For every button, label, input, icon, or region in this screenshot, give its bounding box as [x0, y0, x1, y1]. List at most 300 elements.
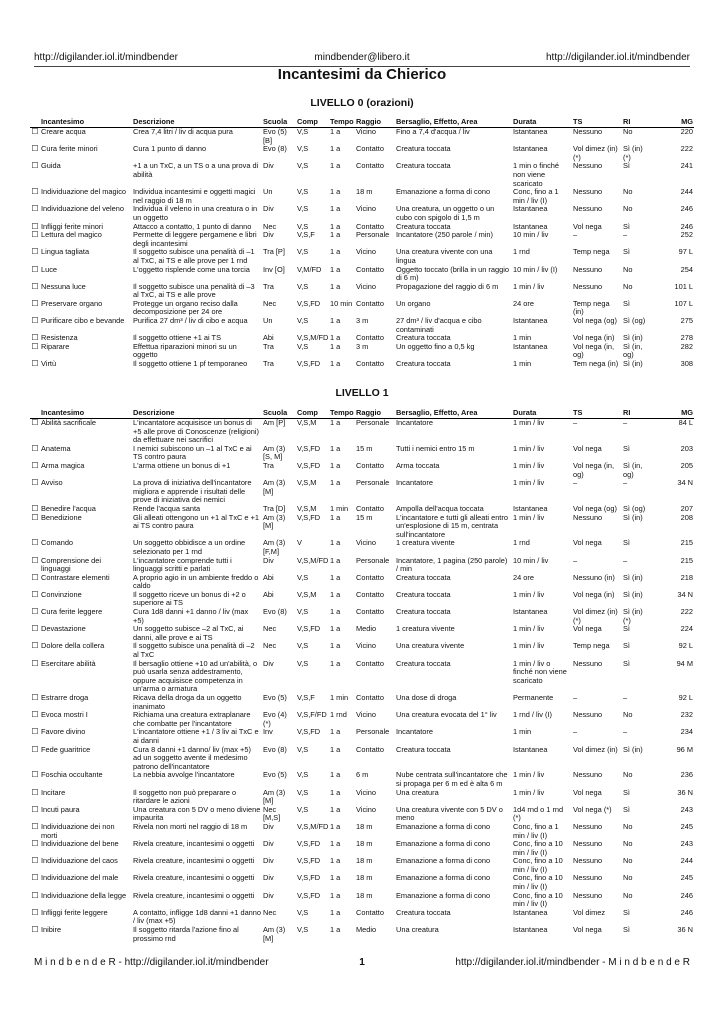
spell-row [30, 771, 694, 788]
checkbox-icon[interactable]: ☐ [31, 804, 39, 814]
cell-duration: 1 min / liv [513, 589, 545, 599]
checkbox-icon[interactable]: ☐ [31, 589, 39, 599]
cell-saving-throw: Nessuno [573, 161, 603, 171]
cell-range: Contatto [356, 572, 384, 582]
cell-target: Creatura toccata [396, 359, 451, 369]
checkbox-icon[interactable]: ☐ [31, 839, 39, 849]
cell-page-ref: 205 [680, 460, 693, 470]
cell-casting-time: 1 a [330, 821, 341, 831]
cell-spell-resistance: Sì [623, 221, 630, 231]
checkbox-icon[interactable]: ☐ [31, 478, 39, 488]
cell-casting-time: 1 a [330, 907, 341, 917]
cell-spell-resistance: Sì [623, 787, 630, 797]
column-header-saving-throw: TS [572, 408, 622, 419]
cell-casting-time: 1 a [330, 443, 341, 453]
checkbox-icon[interactable]: ☐ [31, 624, 39, 634]
cell-spell-name: Avviso [41, 478, 63, 488]
cell-saving-throw: – [573, 418, 578, 427]
cell-components: V,S [297, 925, 309, 935]
checkbox-icon[interactable]: ☐ [31, 204, 39, 214]
cell-spell-resistance: No [623, 873, 633, 883]
cell-spell-name: Foschia occultante [41, 770, 103, 780]
cell-description: +1 a un TxC, a un TS o a una prova di abilità [133, 161, 259, 179]
cell-spell-name: Inibire [41, 925, 62, 935]
cell-page-ref: 96 M [676, 744, 693, 754]
cell-school: Evo (5) [B] [263, 127, 287, 145]
cell-saving-throw: Nessuno [573, 856, 603, 866]
cell-page-ref: 208 [680, 512, 693, 522]
cell-casting-time: 1 a [330, 925, 341, 935]
cell-spell-name: Cura ferite leggere [41, 607, 103, 617]
cell-spell-resistance: – [623, 693, 628, 702]
cell-page-ref: 308 [680, 359, 693, 369]
checkbox-icon[interactable]: ☐ [31, 856, 39, 866]
cell-components: V,S,M [297, 478, 317, 488]
column-header-description: Descrizione [132, 408, 262, 419]
cell-page-ref: 34 N [677, 589, 693, 599]
cell-target: L'incantatore e tutti gli alleati entro un'esplosione di 15 m, centrata sull'incantatore [396, 512, 508, 539]
cell-spell-name: Luce [41, 264, 58, 274]
checkbox-icon[interactable]: ☐ [31, 658, 39, 668]
cell-page-ref: 107 L [674, 298, 693, 308]
column-header-range: Raggio [355, 117, 395, 128]
cell-spell-name: Lettura del magico [41, 230, 102, 240]
column-header-casting-time: Tempo [330, 117, 354, 127]
header-spacer [30, 117, 40, 128]
checkbox-icon[interactable]: ☐ [31, 607, 39, 617]
cell-saving-throw: Nessuno [573, 821, 603, 831]
cell-target: Una creatura vivente [396, 641, 465, 651]
cell-target: Una creatura vivente con una lingua [396, 247, 493, 265]
cell-saving-throw: Vol dimez (in) [573, 744, 618, 754]
cell-duration: Conc, fino a 10 min / liv (I) [513, 873, 563, 892]
cell-description: Rivela non morti nel raggio di 18 m [133, 821, 248, 831]
spell-row [30, 145, 694, 162]
cell-page-ref: 236 [680, 770, 693, 780]
cell-saving-throw: – [573, 693, 578, 702]
checkbox-icon[interactable]: ☐ [31, 641, 39, 651]
footer-left[interactable]: M i n d b e n d e R - http://digilander.iol.it/mindbender [34, 957, 269, 968]
cell-casting-time: 1 a [330, 418, 341, 427]
cell-duration: Istantanea [513, 144, 548, 154]
cell-description: Rivela creature, incantesimi o oggetti [133, 873, 255, 883]
checkbox-icon[interactable]: ☐ [31, 925, 39, 935]
cell-duration: 1 min / liv [513, 418, 545, 427]
cell-spell-resistance: No [623, 204, 633, 214]
checkbox-icon[interactable]: ☐ [31, 770, 39, 780]
spell-row [30, 462, 694, 479]
cell-description: Gli alleati ottengono un +1 al TxC e +1 ai TS contro paura [133, 512, 259, 531]
cell-description: Ricava della droga da un oggetto inanimato [133, 693, 242, 711]
cell-range: Personale [356, 418, 390, 427]
cell-page-ref: 241 [680, 161, 693, 171]
cell-target: Tutti i nemici entro 15 m [396, 443, 475, 453]
cell-target: Un oggetto fino a 0,5 kg [396, 341, 475, 351]
checkbox-icon[interactable]: ☐ [31, 443, 39, 453]
column-header-spell-name: Incantesimo [40, 408, 132, 419]
cell-target: Nube centrata sull'incantatore che si propaga per 6 m ed è alta 6 m [396, 770, 508, 788]
cell-casting-time: 1 min [330, 503, 349, 513]
cell-saving-throw: Nessuno [573, 658, 603, 668]
cell-saving-throw: Vol nega [573, 221, 602, 231]
cell-spell-resistance: Sì (og) [623, 316, 646, 326]
cell-page-ref: 224 [680, 624, 693, 634]
cell-spell-resistance: Sì [623, 161, 630, 171]
checkbox-icon[interactable]: ☐ [31, 890, 39, 900]
cell-duration: 10 min / liv (I) [513, 264, 558, 274]
cell-duration: 1 min [513, 727, 532, 737]
cell-casting-time: 1 a [330, 744, 341, 754]
cell-page-ref: 84 L [678, 418, 693, 427]
cell-components: V,S [297, 161, 309, 171]
checkbox-icon[interactable]: ☐ [31, 572, 39, 582]
column-header-page-ref: MG [649, 408, 694, 419]
cell-range: Contatto [356, 460, 384, 470]
spell-row [30, 608, 694, 625]
cell-page-ref: 254 [680, 264, 693, 274]
cell-spell-resistance: Sì (in, og) [623, 460, 643, 479]
cell-duration: Permanente [513, 693, 554, 702]
cell-components: V,S [297, 744, 309, 754]
cell-range: Contatto [356, 589, 384, 599]
cell-page-ref: 243 [680, 804, 693, 814]
cell-spell-resistance: Sì [623, 538, 630, 548]
cell-duration: 1 min / liv o finché non viene scaricato [513, 658, 567, 685]
cell-description: L'incantatore ottiene +1 / 3 liv ai TxC e ai danni [133, 727, 259, 745]
checkbox-icon[interactable]: ☐ [31, 281, 39, 291]
cell-page-ref: 215 [680, 538, 693, 548]
cell-casting-time: 1 a [330, 589, 341, 599]
cell-range: Vicino [356, 641, 376, 651]
checkbox-icon[interactable]: ☐ [31, 693, 39, 702]
column-header-school: Scuola [262, 408, 296, 419]
spell-row [30, 248, 694, 265]
cell-duration: 1d4 rnd o 1 rnd (*) [513, 804, 564, 823]
cell-page-ref: 36 N [677, 925, 693, 935]
cell-description: Il soggetto riceve un bonus di +2 o superiore ai TS [133, 589, 246, 608]
cell-casting-time: 1 a [330, 555, 341, 565]
column-header-target: Bersaglio, Effetto, Area [395, 117, 512, 128]
cell-duration: 1 rnd / liv (I) [513, 710, 553, 720]
checkbox-icon[interactable]: ☐ [31, 821, 39, 831]
cell-range: 18 m [356, 187, 373, 197]
spell-row [30, 625, 694, 642]
page-footer [34, 957, 690, 968]
cell-spell-resistance: – [623, 555, 628, 565]
cell-spell-resistance: No [623, 127, 633, 136]
spell-table-level-1 [30, 408, 694, 943]
spell-row [30, 694, 694, 711]
cell-range: Contatto [356, 503, 384, 513]
cell-saving-throw: Vol nega (og) [573, 503, 617, 513]
cell-description: Richiama una creatura extraplanare che combatte per l'incantatore [133, 710, 251, 728]
cell-duration: Istantanea [513, 341, 548, 351]
cell-target: Incantatore [396, 418, 433, 427]
spell-row [30, 926, 694, 943]
spell-row [30, 445, 694, 462]
cell-page-ref: 92 L [678, 641, 693, 651]
cell-casting-time: 1 a [330, 839, 341, 849]
checkbox-icon[interactable]: ☐ [31, 555, 39, 565]
cell-casting-time: 1 a [330, 187, 341, 197]
checkbox-icon[interactable]: ☐ [31, 144, 39, 154]
checkbox-icon[interactable]: ☐ [31, 710, 39, 720]
cell-components: V,M/FD [297, 264, 322, 274]
cell-range: Vicino [356, 804, 376, 814]
cell-range: Personale [356, 727, 390, 737]
cell-range: 3 m [356, 341, 369, 351]
cell-description: Il soggetto ottiene +1 ai TS [133, 333, 221, 343]
checkbox-icon[interactable]: ☐ [31, 127, 39, 136]
cell-page-ref: 97 L [678, 247, 693, 257]
cell-saving-throw: – [573, 727, 578, 737]
cell-description: Individua incantesimi e oggetti magici nel raggio di 18 m [133, 187, 256, 205]
cell-page-ref: 34 N [677, 478, 693, 488]
cell-spell-resistance: Sì (in, og) [623, 341, 643, 360]
spell-row [30, 728, 694, 745]
cell-spell-resistance: – [623, 230, 628, 240]
cell-casting-time: 1 a [330, 230, 341, 240]
cell-target: Creatura toccata [396, 333, 451, 343]
cell-range: Vicino [356, 538, 376, 548]
checkbox-icon[interactable]: ☐ [31, 333, 39, 343]
cell-school: Un [263, 187, 273, 197]
cell-spell-resistance: No [623, 839, 633, 849]
cell-page-ref: 245 [680, 821, 693, 831]
cell-duration: Istantanea [513, 127, 548, 136]
spell-row [30, 514, 694, 540]
cell-spell-resistance: Sì [623, 907, 630, 917]
cell-spell-resistance: No [623, 856, 633, 866]
cell-school: Div [263, 555, 274, 565]
cell-saving-throw: Vol nega (in) [573, 589, 615, 599]
cell-target: Una dose di droga [396, 693, 457, 702]
cell-saving-throw: Nessuno (in) [573, 572, 615, 582]
cell-duration: 24 ore [513, 572, 534, 582]
checkbox-icon[interactable]: ☐ [31, 503, 39, 513]
cell-description: Cura 8 danni +1 danno/ liv (max +5) ad un soggetto avente il medesimo patrono dell'incantatore [133, 744, 251, 771]
cell-description: I nemici subiscono un –1 al TxC e ai TS contro paura [133, 443, 252, 462]
cell-school: Div [263, 658, 274, 668]
cell-components: V,S,F/FD [297, 710, 327, 720]
cell-target: Una creatura [396, 787, 439, 797]
cell-casting-time: 1 a [330, 247, 341, 257]
cell-page-ref: 92 L [678, 693, 693, 702]
cell-saving-throw: Vol nega [573, 538, 602, 548]
cell-duration: Istantanea [513, 607, 548, 617]
checkbox-icon[interactable]: ☐ [31, 512, 39, 522]
cell-saving-throw: Vol dimez [573, 907, 606, 917]
cell-school: Nec [263, 641, 277, 651]
cell-description: Un soggetto subisce –2 al TxC, ai danni, alle prove e ai TS [133, 624, 244, 642]
spell-row [30, 419, 694, 445]
cell-casting-time: 1 a [330, 572, 341, 582]
cell-page-ref: 234 [680, 727, 693, 737]
column-header-casting-time: Tempo [330, 408, 354, 418]
cell-components: V,S [297, 770, 309, 780]
cell-description: Individua il veleno in una creatura o in un oggetto [133, 204, 258, 222]
checkbox-icon[interactable]: ☐ [31, 787, 39, 797]
cell-duration: Istantanea [513, 316, 548, 326]
cell-page-ref: 232 [680, 710, 693, 720]
cell-casting-time: 1 a [330, 316, 341, 326]
checkbox-icon[interactable]: ☐ [31, 316, 39, 326]
cell-school: Evo (8) [263, 744, 287, 754]
cell-duration: Istantanea [513, 221, 548, 231]
cell-target: Incantatore [396, 478, 433, 488]
cell-duration: 10 min / liv [513, 555, 549, 565]
cell-components: V,S [297, 641, 309, 651]
cell-casting-time: 1 a [330, 624, 341, 634]
cell-range: Contatto [356, 359, 384, 369]
cell-spell-name: Creare acqua [41, 127, 86, 136]
cell-spell-name: Arma magica [41, 460, 85, 470]
cell-description: Il bersaglio ottiene +10 ad un'abilità, o può usarla senza addestramento, oppure acquisisce competenza in un'arma o armatura [133, 658, 258, 694]
cell-school: Div [263, 204, 274, 214]
cell-spell-resistance: No [623, 710, 633, 720]
column-header-components: Comp [296, 117, 329, 128]
cell-range: Contatto [356, 221, 384, 231]
page-number: 1 [359, 957, 365, 968]
cell-casting-time: 1 a [330, 538, 341, 548]
cell-description: Cura 1d8 danni +1 danno / liv (max +5) [133, 607, 249, 625]
cell-target: Incantatore (250 parole / min) [396, 230, 493, 240]
cell-saving-throw: – [573, 478, 578, 488]
spell-row [30, 840, 694, 857]
column-header-range: Raggio [355, 408, 395, 419]
spell-row [30, 539, 694, 556]
checkbox-icon[interactable]: ☐ [31, 187, 39, 197]
cell-casting-time: 1 a [330, 804, 341, 814]
cell-range: 15 m [356, 443, 373, 453]
cell-components: V,S [297, 607, 309, 617]
checkbox-icon[interactable]: ☐ [31, 161, 39, 171]
checkbox-icon[interactable]: ☐ [31, 247, 39, 257]
checkbox-icon[interactable]: ☐ [31, 359, 39, 369]
cell-school: Div [263, 821, 274, 831]
cell-casting-time: 1 a [330, 221, 341, 231]
cell-spell-name: Virtù [41, 359, 57, 369]
cell-page-ref: 246 [680, 907, 693, 917]
cell-target: Propagazione del raggio di 6 m [396, 281, 499, 291]
checkbox-icon[interactable]: ☐ [31, 727, 39, 737]
header-left-url[interactable]: http://digilander.iol.it/mindbender [34, 52, 178, 63]
cell-spell-resistance: No [623, 770, 633, 780]
cell-saving-throw: Vol nega [573, 624, 602, 634]
cell-components: V,S [297, 341, 309, 351]
spell-row [30, 874, 694, 891]
cell-spell-name: Riparare [41, 341, 70, 351]
cell-casting-time: 1 a [330, 161, 341, 171]
cell-saving-throw: Temp nega [573, 247, 610, 257]
cell-casting-time: 10 min [330, 298, 353, 308]
column-header-duration: Durata [512, 408, 572, 419]
spell-row [30, 892, 694, 909]
cell-target: Creatura toccata [396, 744, 451, 754]
checkbox-icon[interactable]: ☐ [31, 744, 39, 754]
cell-school: Evo (5) [263, 693, 287, 702]
checkbox-icon[interactable]: ☐ [31, 230, 39, 240]
cell-duration: 1 min / liv [513, 443, 545, 453]
column-header-components: Comp [296, 408, 329, 419]
cell-page-ref: 207 [680, 503, 693, 513]
cell-casting-time: 1 a [330, 856, 341, 866]
cell-page-ref: 244 [680, 187, 693, 197]
cell-page-ref: 275 [680, 316, 693, 326]
checkbox-icon[interactable]: ☐ [31, 418, 39, 427]
cell-page-ref: 222 [680, 144, 693, 154]
cell-components: V,S,M/FD [297, 555, 329, 565]
cell-spell-name: Abilità sacrificale [41, 418, 97, 427]
cell-school: Div [263, 161, 274, 171]
spell-row [30, 266, 694, 283]
checkbox-icon[interactable]: ☐ [31, 264, 39, 274]
cell-target: Emanazione a forma di cono [396, 873, 491, 883]
checkbox-icon[interactable]: ☐ [31, 907, 39, 917]
cell-casting-time: 1 a [330, 787, 341, 797]
cell-range: Medio [356, 925, 377, 935]
header-email[interactable]: mindbender@libero.it [314, 52, 410, 63]
cell-range: Contatto [356, 333, 384, 343]
cell-casting-time: 1 a [330, 607, 341, 617]
cell-range: Vicino [356, 204, 376, 214]
cell-spell-name: Guida [41, 161, 61, 171]
cell-range: Vicino [356, 787, 376, 797]
cell-school: Evo (5) [263, 770, 287, 780]
cell-range: 18 m [356, 856, 373, 866]
cell-description: L'arma ottiene un bonus di +1 [133, 460, 231, 470]
cell-duration: 1 min / liv [513, 460, 545, 470]
header-right-url[interactable]: http://digilander.iol.it/mindbender [546, 52, 690, 63]
cell-school: Div [263, 890, 274, 900]
checkbox-icon[interactable]: ☐ [31, 221, 39, 231]
cell-duration: 1 min [513, 359, 532, 369]
cell-saving-throw: Vol nega (in, og) [573, 341, 615, 360]
footer-right[interactable]: http://digilander.iol.it/mindbender - M i n d b e n d e R [455, 957, 690, 968]
cell-spell-resistance: Sì (in) (*) [623, 144, 643, 162]
cell-duration: 1 min o finché non viene scaricato [513, 161, 560, 188]
cell-school: Un [263, 316, 273, 326]
cell-duration: 1 min / liv [513, 624, 545, 634]
cell-components: V,S [297, 204, 309, 214]
checkbox-icon[interactable]: ☐ [31, 298, 39, 308]
cell-school: Div [263, 230, 274, 240]
cell-description: Il soggetto subisce una penalità di –1 al TxC, ai TS e alle prove per 1 rnd [133, 247, 255, 265]
cell-components: V,S,M [297, 503, 317, 513]
cell-spell-resistance: Sì (in) [623, 572, 643, 582]
cell-school: Nec [M,S] [263, 804, 281, 823]
cell-casting-time: 1 a [330, 873, 341, 883]
cell-description: A contatto, infligge 1d8 danni +1 danno / liv (max +5) [133, 907, 262, 926]
level-1-heading: LIVELLO 1 [335, 387, 389, 399]
cell-school: Am (3) [M] [263, 478, 286, 496]
checkbox-icon[interactable]: ☐ [31, 460, 39, 470]
cell-duration: 1 rnd [513, 247, 530, 257]
cell-spell-resistance: Sì (in) [623, 744, 643, 754]
cell-description: Rivela creature, incantesimi o oggetti [133, 890, 255, 900]
cell-spell-name: Individuazione del bene [41, 839, 119, 849]
cell-description: Purifica 27 dm³ / liv di cibo e acqua [133, 316, 248, 326]
checkbox-icon[interactable]: ☐ [31, 538, 39, 548]
checkbox-icon[interactable]: ☐ [31, 341, 39, 351]
cell-page-ref: 222 [680, 607, 693, 617]
cell-range: Personale [356, 478, 390, 488]
cell-target: 27 dm³ / liv d'acqua e cibo contaminati [396, 316, 482, 334]
checkbox-icon[interactable]: ☐ [31, 873, 39, 883]
cell-school: Inv [263, 727, 273, 737]
cell-target: Oggetto toccato (brilla in un raggio di 6 m) [396, 264, 509, 283]
cell-range: Contatto [356, 144, 384, 154]
